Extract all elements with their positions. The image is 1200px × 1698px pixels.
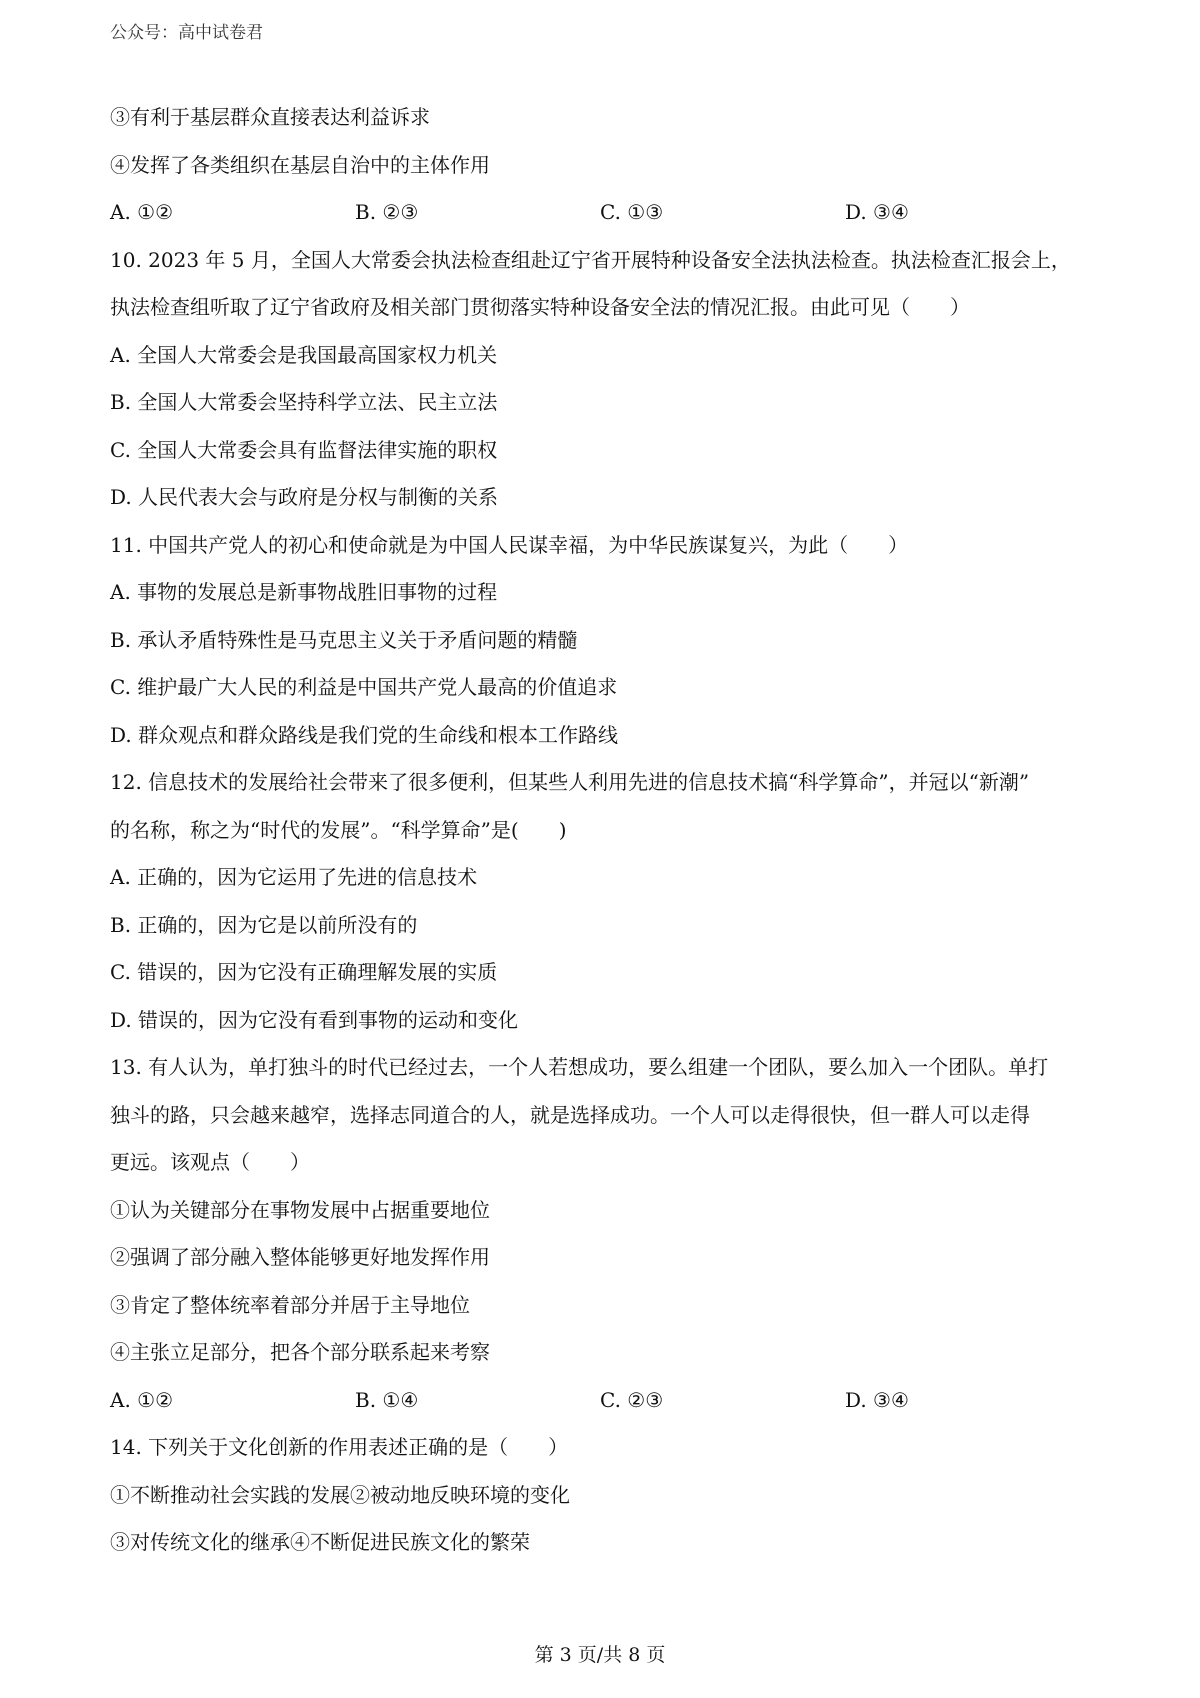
question-stem: 更远。该观点（ ）: [110, 1150, 310, 1174]
choice-d: D. ③④: [845, 200, 909, 224]
option-d: D. 错误的，因为它没有看到事物的运动和变化: [110, 1007, 519, 1032]
source-watermark: 公众号：高中试卷君: [110, 23, 263, 43]
question-stem: 独斗的路，只会越来越窄，选择志同道合的人，就是选择成功。一个人可以走得很快，但一群人可以走得: [110, 1102, 1030, 1127]
statement-line: ④主张立足部分，把各个部分联系起来考察: [110, 1340, 490, 1364]
option-b: B. 正确的，因为它是以前所没有的: [110, 912, 418, 937]
statement-line: ①认为关键部分在事物发展中占据重要地位: [110, 1197, 490, 1222]
answer-choices: [110, 189, 1110, 237]
option-d: D. 人民代表大会与政府是分权与制衡的关系: [110, 485, 499, 509]
option-d: D. 群众观点和群众路线是我们党的生命线和根本工作路线: [110, 722, 619, 747]
choice-c: C. ②③: [600, 1387, 664, 1412]
option-a: A. 全国人大常委会是我国最高国家权力机关: [110, 342, 498, 367]
option-b: B. 承认矛盾特殊性是马克思主义关于矛盾问题的精髓: [110, 627, 578, 652]
question-stem: 13. 有人认为，单打独斗的时代已经过去，一个人若想成功，要么组建一个团队，要么加入一个团队。单打: [110, 1055, 1049, 1079]
page-number: 第 3 页/共 8 页: [534, 1644, 666, 1666]
option-c: C. 全国人大常委会具有监督法律实施的职权: [110, 437, 498, 462]
option-c: C. 维护最广大人民的利益是中国共产党人最高的价值追求: [110, 675, 618, 699]
question-stem: 14. 下列关于文化创新的作用表述正确的是（ ）: [110, 1435, 569, 1459]
statement-line: ③有利于基层群众直接表达利益诉求: [110, 105, 430, 129]
question-stem: 执法检查组听取了辽宁省政府及相关部门贯彻落实特种设备安全法的情况汇报。由此可见（ ）: [110, 295, 970, 319]
choice-b: B. ②③: [355, 200, 419, 224]
option-b: B. 全国人大常委会坚持科学立法、民主立法: [110, 390, 498, 414]
choice-d: D. ③④: [845, 1387, 909, 1412]
option-a: A. 事物的发展总是新事物战胜旧事物的过程: [110, 580, 498, 604]
statement-line: ④发挥了各类组织在基层自治中的主体作用: [110, 152, 490, 177]
question-stem: 10. 2023 年 5 月，全国人大常委会执法检查组赴辽宁省开展特种设备安全法执法检查。执法检查汇报会上，: [110, 247, 1071, 272]
question-stem: 的名称，称之为“时代的发展”。“科学算命”是( ): [110, 817, 567, 842]
choice-c: C. ①③: [600, 200, 664, 224]
choice-b: B. ①④: [355, 1387, 419, 1412]
choice-a: A. ①②: [110, 1387, 174, 1412]
answer-choices: [110, 1377, 1110, 1425]
choice-a: A. ①②: [110, 200, 174, 224]
option-c: C. 错误的，因为它没有正确理解发展的实质: [110, 960, 498, 984]
statement-line: ③对传统文化的继承④不断促进民族文化的繁荣: [110, 1530, 530, 1554]
statement-line: ③肯定了整体统率着部分并居于主导地位: [110, 1292, 470, 1317]
statement-line: ②强调了部分融入整体能够更好地发挥作用: [110, 1245, 490, 1269]
exam-content: [110, 94, 1110, 1567]
statement-line: ①不断推动社会实践的发展②被动地反映环境的变化: [110, 1482, 570, 1507]
question-stem: 12. 信息技术的发展给社会带来了很多便利，但某些人利用先进的信息技术搞“科学算命”，并冠以“新潮”: [110, 770, 1030, 794]
option-a: A. 正确的，因为它运用了先进的信息技术: [110, 865, 478, 889]
question-stem: 11. 中国共产党人的初心和使命就是为中国人民谋幸福，为中华民族谋复兴，为此（ ）: [110, 532, 909, 557]
